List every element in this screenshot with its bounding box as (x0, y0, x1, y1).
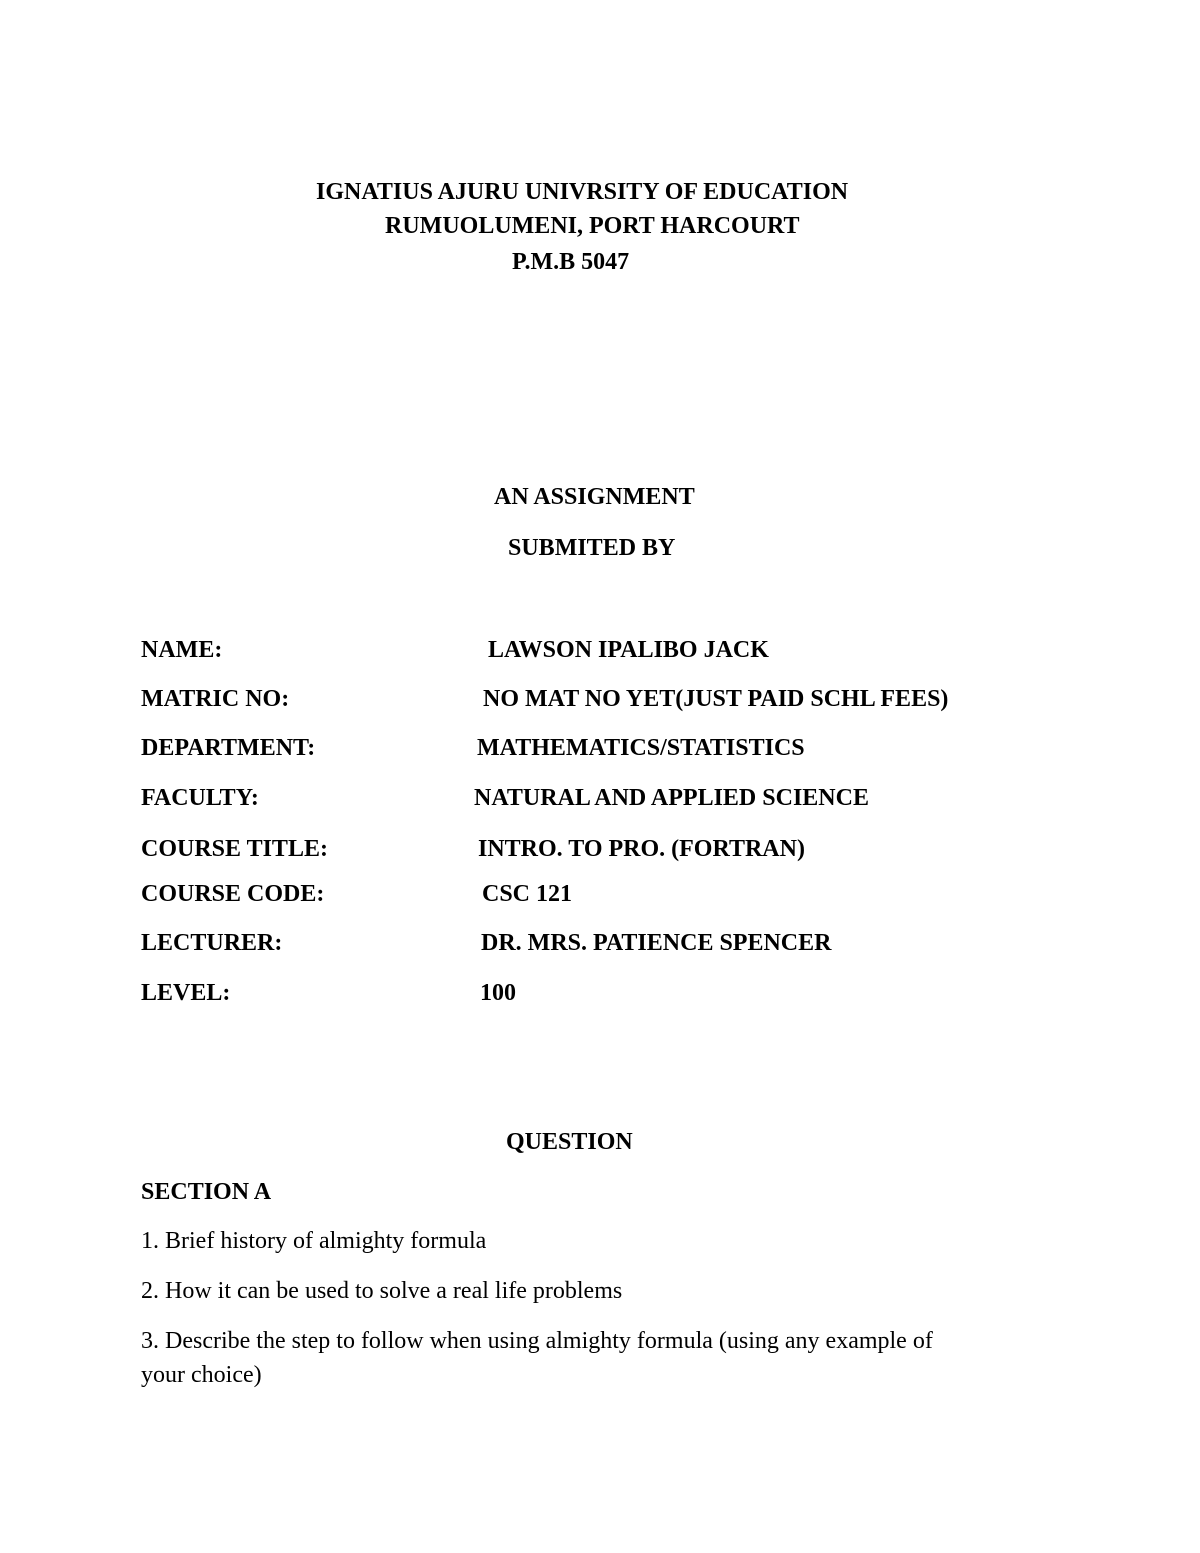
question-heading: QUESTION (506, 1129, 633, 1155)
university-pmb: P.M.B 5047 (512, 249, 630, 275)
assignment-title: AN ASSIGNMENT (494, 484, 695, 510)
university-name: IGNATIUS AJURU UNIVRSITY OF EDUCATION (316, 179, 849, 205)
detail-value-level: 100 (480, 980, 516, 1006)
submitted-by-label: SUBMITED BY (508, 535, 676, 561)
detail-label-matric: MATRIC NO: (141, 686, 290, 712)
detail-label-course-title: COURSE TITLE: (141, 836, 328, 862)
question-item-3-continuation: your choice) (141, 1362, 262, 1388)
detail-label-department: DEPARTMENT: (141, 735, 316, 761)
detail-label-course-code: COURSE CODE: (141, 881, 325, 907)
detail-label-name: NAME: (141, 637, 223, 663)
detail-value-lecturer: DR. MRS. PATIENCE SPENCER (481, 930, 832, 956)
detail-value-matric: NO MAT NO YET(JUST PAID SCHL FEES) (483, 686, 949, 712)
detail-label-faculty: FACULTY: (141, 785, 259, 811)
detail-value-course-code: CSC 121 (482, 881, 573, 907)
detail-value-department: MATHEMATICS/STATISTICS (477, 735, 805, 761)
question-item-2: 2. How it can be used to solve a real life problems (141, 1278, 623, 1304)
detail-value-name: LAWSON IPALIBO JACK (488, 637, 769, 663)
detail-label-lecturer: LECTURER: (141, 930, 283, 956)
detail-value-faculty: NATURAL AND APPLIED SCIENCE (474, 785, 869, 811)
university-address: RUMUOLUMENI, PORT HARCOURT (385, 213, 800, 239)
question-item-3: 3. Describe the step to follow when using almighty formula (using any example of (141, 1328, 933, 1354)
detail-label-level: LEVEL: (141, 980, 231, 1006)
section-heading: SECTION A (141, 1179, 272, 1205)
detail-value-course-title: INTRO. TO PRO. (FORTRAN) (478, 836, 805, 862)
question-item-1: 1. Brief history of almighty formula (141, 1228, 487, 1254)
